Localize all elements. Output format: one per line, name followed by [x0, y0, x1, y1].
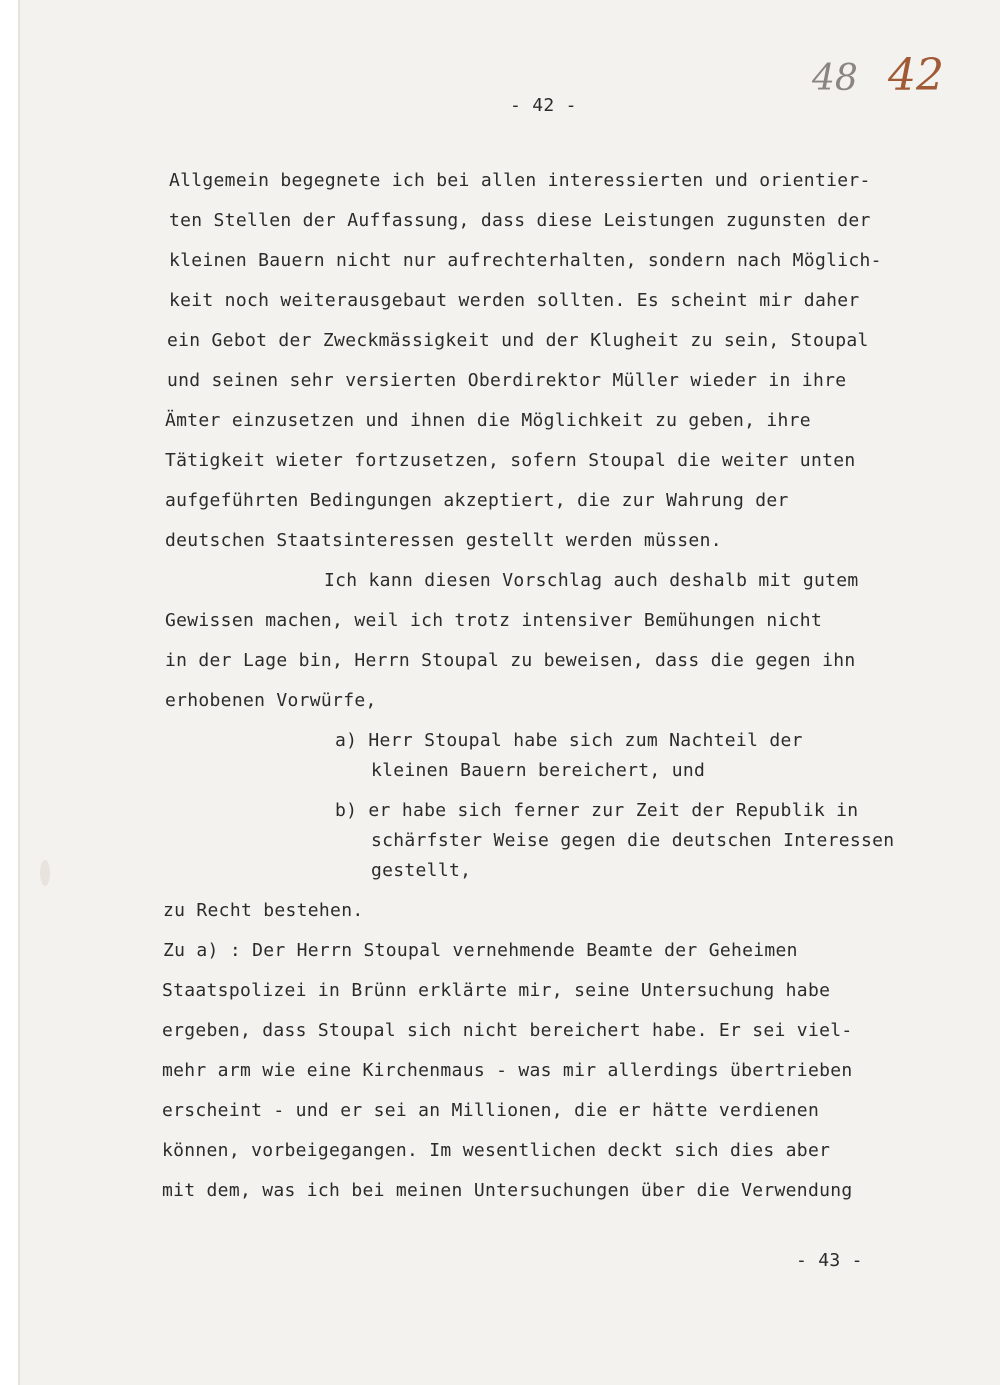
text-line: kleinen Bauern nicht nur aufrechterhalten, sondern nach Möglich-: [169, 250, 882, 271]
text-line: Ich kann diesen Vorschlag auch deshalb mit gutem: [324, 570, 859, 591]
text-line: Allgemein begegnete ich bei allen interessierten und orientier-: [169, 170, 871, 191]
text-line: erhobenen Vorwürfe,: [165, 690, 377, 711]
text-line: zu Recht bestehen.: [163, 900, 364, 921]
handwritten-archive-number: 48: [812, 58, 858, 99]
text-line: deutschen Staatsinteressen gestellt werden müssen.: [165, 530, 722, 551]
paper-mark: [40, 860, 50, 886]
text-line: b) er habe sich ferner zur Zeit der Republik in: [335, 800, 859, 821]
text-line: Tätigkeit wieter fortzusetzen, sofern Stoupal die weiter unten: [165, 450, 856, 471]
text-line: mehr arm wie eine Kirchenmaus - was mir allerdings übertrieben: [162, 1060, 853, 1081]
text-line: gestellt,: [371, 860, 472, 881]
text-line: keit noch weiterausgebaut werden sollten. Es scheint mir daher: [169, 290, 860, 311]
text-line: ein Gebot der Zweckmässigkeit und der Klugheit zu sein, Stoupal: [167, 330, 869, 351]
text-line: kleinen Bauern bereichert, und: [371, 760, 706, 781]
page-number: - 42 -: [510, 95, 577, 116]
text-line: Gewissen machen, weil ich trotz intensiver Bemühungen nicht: [165, 610, 823, 631]
text-line: schärfster Weise gegen die deutschen Interessen: [371, 830, 895, 851]
text-line: Zu a) : Der Herrn Stoupal vernehmende Beamte der Geheimen: [163, 940, 798, 961]
next-page-catchword: - 43 -: [796, 1250, 863, 1271]
text-line: in der Lage bin, Herrn Stoupal zu beweisen, dass die gegen ihn: [165, 650, 856, 671]
text-line: können, vorbeigegangen. Im wesentlichen deckt sich dies aber: [162, 1140, 831, 1161]
text-line: mit dem, was ich bei meinen Untersuchungen über die Verwendung: [162, 1180, 853, 1201]
text-line: Staatspolizei in Brünn erklärte mir, seine Untersuchung habe: [162, 980, 831, 1001]
text-line: aufgeführten Bedingungen akzeptiert, die zur Wahrung der: [165, 490, 789, 511]
text-line: ergeben, dass Stoupal sich nicht bereichert habe. Er sei viel-: [162, 1020, 853, 1041]
text-line: erscheint - und er sei an Millionen, die er hätte verdienen: [162, 1100, 820, 1121]
text-line: Ämter einzusetzen und ihnen die Möglichkeit zu geben, ihre: [165, 410, 811, 431]
text-line: und seinen sehr versierten Oberdirektor Müller wieder in ihre: [167, 370, 847, 391]
text-line: ten Stellen der Auffassung, dass diese Leistungen zugunsten der: [169, 210, 871, 231]
text-line: a) Herr Stoupal habe sich zum Nachteil der: [335, 730, 803, 751]
handwritten-folio-number: 42: [888, 50, 944, 101]
